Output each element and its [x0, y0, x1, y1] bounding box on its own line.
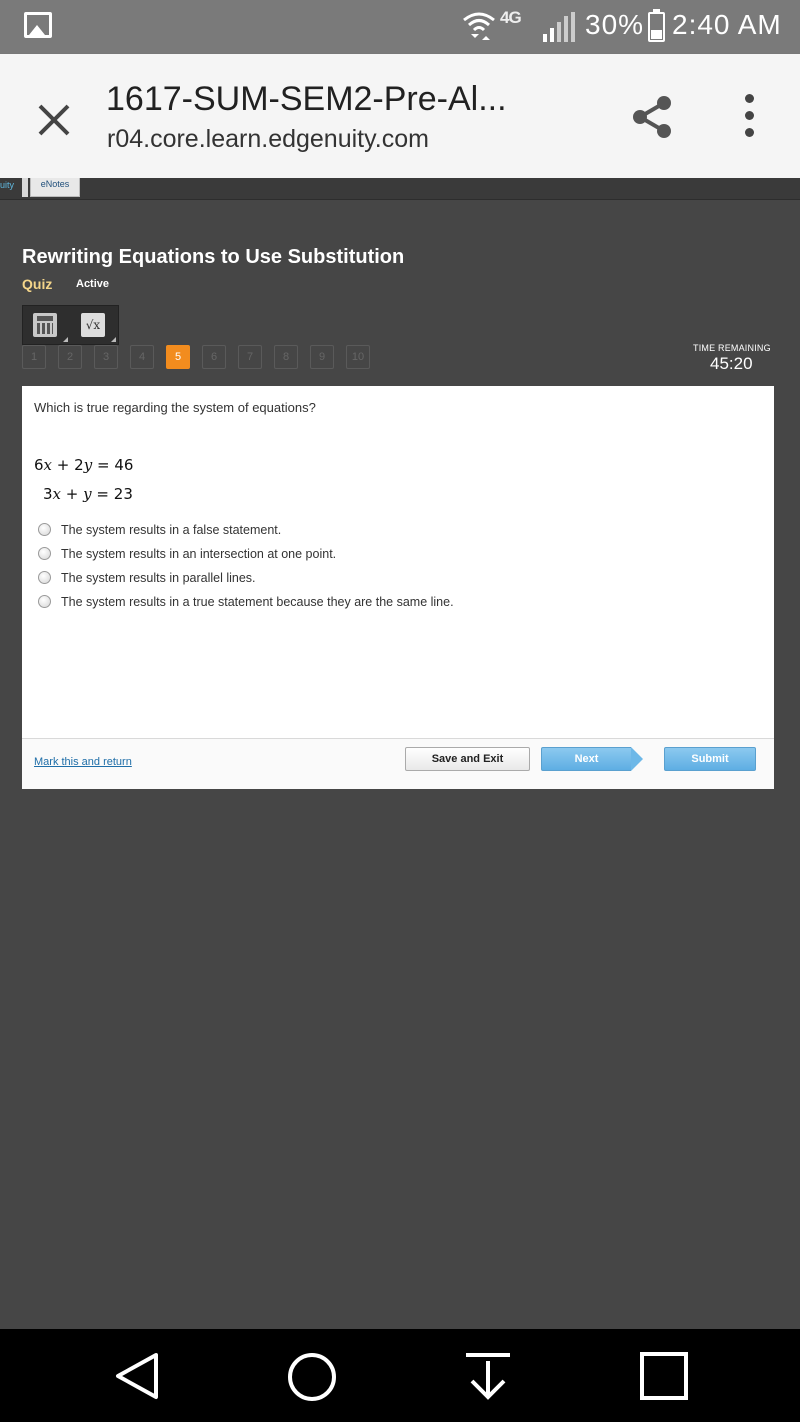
- next-button[interactable]: Next: [541, 747, 631, 771]
- activity-status: Active: [76, 278, 110, 290]
- answer-option[interactable]: [38, 518, 454, 542]
- gallery-icon: [24, 12, 52, 38]
- question-nav-3[interactable]: 3: [94, 345, 118, 369]
- page-url[interactable]: r04.core.learn.edgenuity.com: [107, 125, 429, 153]
- home-icon[interactable]: [286, 1351, 338, 1403]
- activity-type: Quiz: [22, 276, 53, 292]
- system-nav-bar: [0, 1329, 800, 1422]
- time-remaining-value: 45:20: [710, 354, 753, 373]
- answer-option-label[interactable]: The system results in a true statement because they are the same line.: [61, 595, 454, 609]
- question-nav-4[interactable]: 4: [130, 345, 154, 369]
- tab-edgenuity[interactable]: uity: [0, 180, 15, 190]
- calculator-icon[interactable]: [33, 313, 57, 337]
- question-nav-7[interactable]: 7: [238, 345, 262, 369]
- submit-button[interactable]: Submit: [664, 747, 756, 771]
- equation-2: 3x + y = 23: [43, 485, 133, 503]
- answer-option[interactable]: [38, 566, 454, 590]
- answer-option-label[interactable]: The system results in a false statement.: [61, 523, 282, 537]
- tool-bar: [22, 305, 119, 345]
- question-panel: [22, 386, 774, 788]
- close-icon[interactable]: [34, 100, 74, 140]
- answer-option-label[interactable]: The system results in parallel lines.: [61, 571, 256, 585]
- next-arrow-icon[interactable]: [631, 747, 643, 771]
- question-nav-6[interactable]: 6: [202, 345, 226, 369]
- back-icon[interactable]: [112, 1351, 162, 1401]
- battery-percent: 30%: [585, 9, 645, 40]
- page-title: 1617-SUM-SEM2-Pre-Al...: [106, 80, 507, 118]
- question-nav-10[interactable]: 10: [346, 345, 370, 369]
- question-nav-2[interactable]: 2: [58, 345, 82, 369]
- radio-button[interactable]: [38, 523, 51, 536]
- tab-enotes[interactable]: eNotes: [30, 178, 80, 197]
- share-icon[interactable]: [628, 92, 678, 142]
- mark-and-return-link[interactable]: Mark this and return: [34, 756, 132, 768]
- tab-divider: [22, 178, 28, 197]
- wifi-icon: [462, 10, 496, 42]
- radio-button[interactable]: [38, 571, 51, 584]
- recents-icon[interactable]: [639, 1351, 689, 1401]
- battery-icon: [648, 12, 665, 42]
- radio-button[interactable]: [38, 595, 51, 608]
- question-nav-8[interactable]: 8: [274, 345, 298, 369]
- status-bar: [0, 0, 800, 54]
- formula-menu-icon[interactable]: [111, 337, 116, 342]
- calculator-menu-icon[interactable]: [63, 337, 68, 342]
- save-and-exit-button[interactable]: Save and Exit: [405, 747, 530, 771]
- question-nav-9[interactable]: 9: [310, 345, 334, 369]
- question-nav-5[interactable]: 5: [166, 345, 190, 369]
- page-tab-strip: [0, 178, 800, 200]
- answer-option[interactable]: [38, 590, 454, 614]
- question-nav-1[interactable]: 1: [22, 345, 46, 369]
- answer-option[interactable]: [38, 542, 454, 566]
- signal-icon: [543, 12, 575, 42]
- question-prompt: Which is true regarding the system of equations?: [34, 400, 316, 415]
- more-icon[interactable]: [740, 94, 758, 138]
- download-icon[interactable]: [464, 1351, 512, 1401]
- answer-option-label[interactable]: The system results in an intersection at one point.: [61, 547, 337, 561]
- equation-1: 6x + 2y = 46: [34, 456, 134, 474]
- browser-toolbar: [0, 54, 800, 178]
- time-remaining-label: TIME REMAINING: [693, 343, 771, 353]
- network-type: 4G: [500, 8, 521, 27]
- answer-options: [38, 518, 454, 614]
- formula-icon[interactable]: √x: [81, 313, 105, 337]
- clock: 2:40 AM: [672, 9, 782, 40]
- lesson-title: Rewriting Equations to Use Substitution: [22, 246, 405, 268]
- question-footer: [22, 738, 774, 789]
- radio-button[interactable]: [38, 547, 51, 560]
- question-navigation: [22, 345, 370, 369]
